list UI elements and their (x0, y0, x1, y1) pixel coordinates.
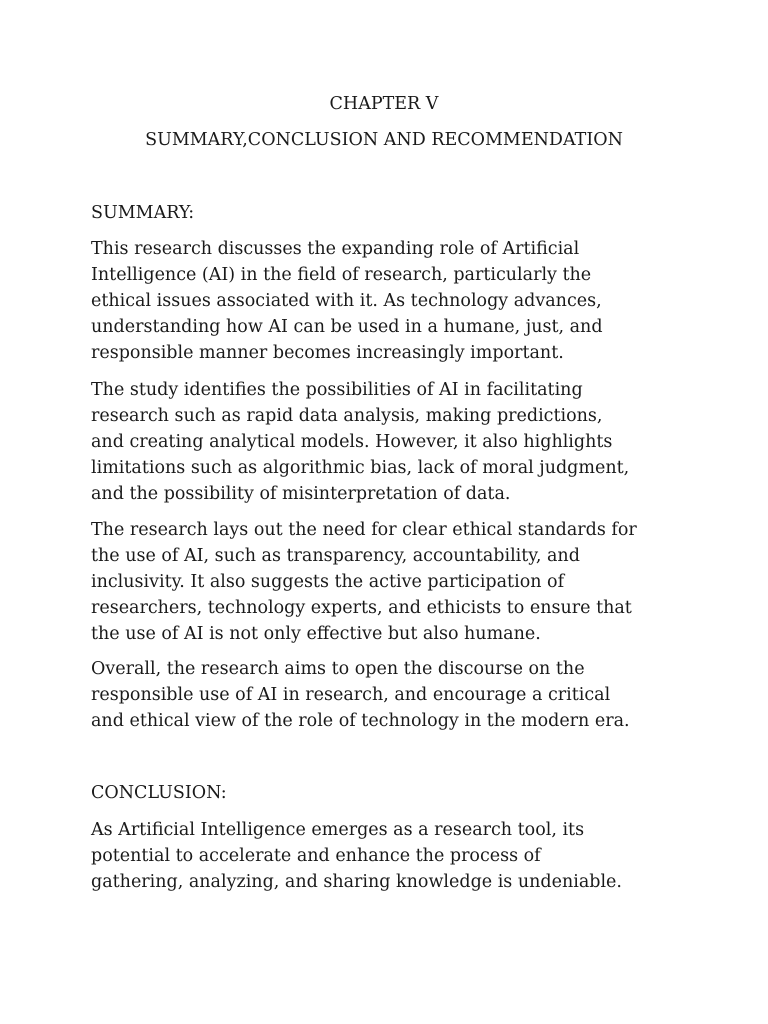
summary-paragraph-3 (91, 517, 691, 647)
text-line: Overall, the research aims to open the discourse on the (91, 659, 585, 679)
text-line: This research discusses the expanding role of Artificial (91, 239, 580, 259)
text-line: potential to accelerate and enhance the process of (91, 846, 541, 866)
text-line: the use of AI, such as transparency, accountability, and (91, 546, 580, 566)
text-line: The study identifies the possibilities of AI in facilitating (91, 380, 583, 400)
text-line: understanding how AI can be used in a humane, just, and (91, 317, 603, 337)
text-line: research such as rapid data analysis, making predictions, (91, 406, 603, 426)
chapter-title: SUMMARY,CONCLUSION AND RECOMMENDATION (145, 130, 623, 150)
summary-heading: SUMMARY: (91, 203, 195, 223)
text-line: The research lays out the need for clear ethical standards for (91, 520, 637, 540)
text-line: responsible use of AI in research, and encourage a critical (91, 685, 611, 705)
chapter-label: CHAPTER V (329, 94, 439, 114)
text-line: researchers, technology experts, and ethicists to ensure that (91, 598, 632, 618)
text-line: Intelligence (AI) in the field of research, particularly the (91, 265, 592, 285)
text-line: gathering, analyzing, and sharing knowledge is undeniable. (91, 872, 622, 892)
summary-paragraph-1 (91, 236, 691, 366)
summary-paragraph-4 (91, 656, 691, 734)
text-line: and ethical view of the role of technology in the modern era. (91, 711, 630, 731)
text-line: ethical issues associated with it. As technology advances, (91, 291, 602, 311)
text-line: and creating analytical models. However, it also highlights (91, 432, 613, 452)
conclusion-heading: CONCLUSION: (91, 783, 227, 803)
text-line: responsible manner becomes increasingly important. (91, 343, 564, 363)
text-line: As Artificial Intelligence emerges as a research tool, its (91, 820, 585, 840)
text-line: inclusivity. It also suggests the active participation of (91, 572, 565, 592)
summary-paragraph-2 (91, 377, 691, 507)
text-line: the use of AI is not only effective but also humane. (91, 624, 541, 644)
text-line: and the possibility of misinterpretation of data. (91, 484, 511, 504)
conclusion-paragraph-1 (91, 817, 691, 895)
text-line: limitations such as algorithmic bias, lack of moral judgment, (91, 458, 630, 478)
